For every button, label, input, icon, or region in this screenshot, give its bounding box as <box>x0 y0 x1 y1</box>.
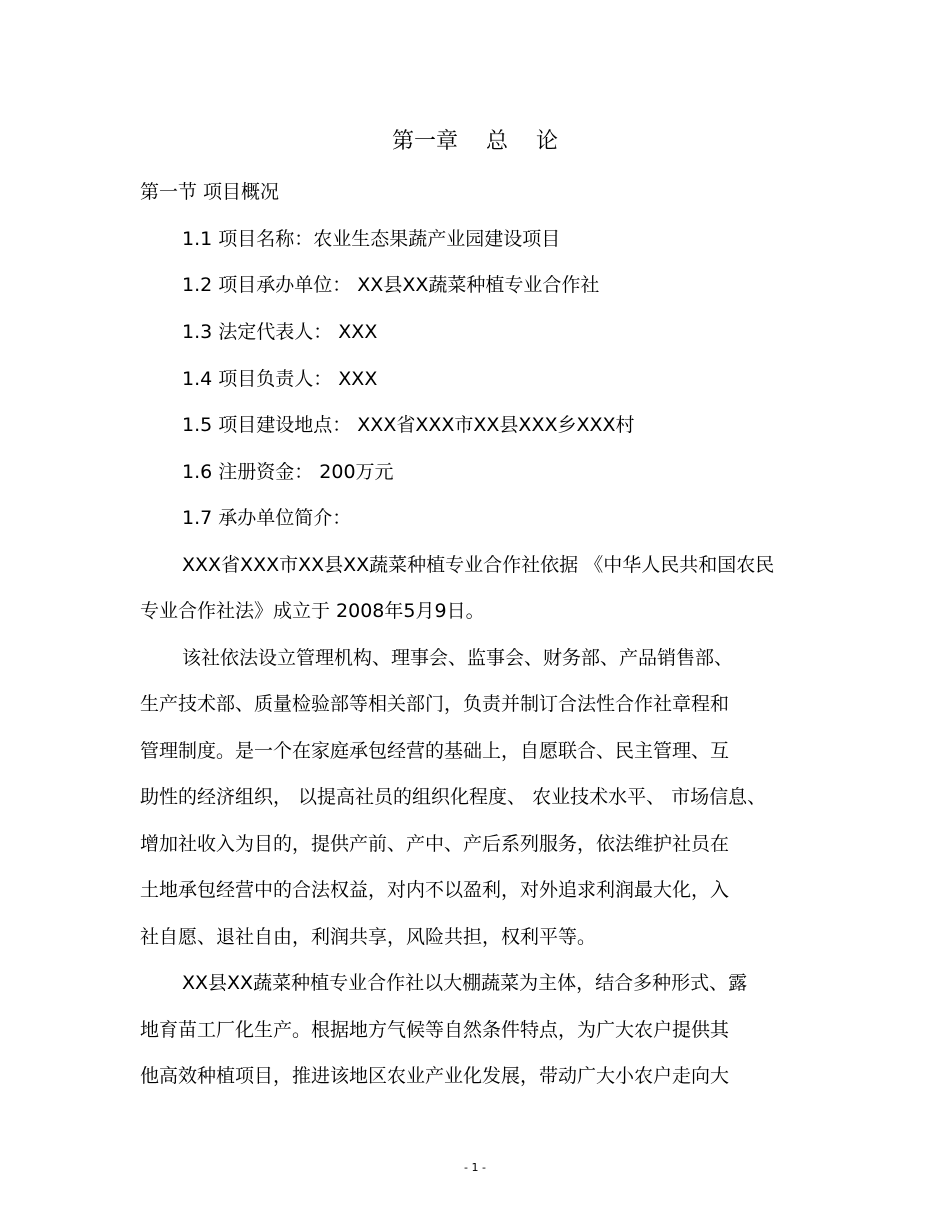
item-registered-capital: 1.6 注册资金： 200万元 <box>182 461 394 483</box>
paragraph2-line: 该社依法设立管理机构、理事会、监事会、财务部、产品销售部、 <box>182 647 734 669</box>
paragraph1-line: 专业合作社法》成立于 2008年5月9日。 <box>140 600 485 622</box>
paragraph2-line: 增加社收入为目的，提供产前、产中、产后系列服务，依法维护社员在 <box>140 833 730 855</box>
paragraph2-line: 生产技术部、质量检验部等相关部门，负责并制订合法性合作社章程和 <box>140 693 730 715</box>
item-legal-representative: 1.3 法定代表人： XXX <box>182 321 378 343</box>
paragraph3-line: XX县XX蔬菜种植专业合作社以大棚蔬菜为主体，结合多种形式、露 <box>182 972 748 994</box>
item-undertaking-unit: 1.2 项目承办单位： XX县XX蔬菜种植专业合作社 <box>182 274 600 296</box>
paragraph2-line: 土地承包经营中的合法权益，对内不以盈利，对外追求利润最大化，入 <box>140 879 730 901</box>
chapter-title: 第一章 总 论 <box>392 129 558 154</box>
item-project-leader: 1.4 项目负责人： XXX <box>182 368 378 390</box>
item-project-name: 1.1 项目名称：农业生态果蔬产业园建设项目 <box>182 228 561 250</box>
paragraph3-line: 地育苗工厂化生产。根据地方气候等自然条件特点，为广大农户提供其 <box>140 1019 730 1041</box>
paragraph2-line: 助性的经济组织， 以提高社员的组织化程度、 农业技术水平、 市场信息、 <box>140 786 767 808</box>
paragraph3-line: 他高效种植项目，推进该地区农业产业化发展，带动广大小农户走向大 <box>140 1065 730 1087</box>
paragraph2-line: 社自愿、退社自由，利润共享，风险共担，权利平等。 <box>140 926 597 948</box>
paragraph2-line: 管理制度。是一个在家庭承包经营的基础上，自愿联合、民主管理、互 <box>140 740 730 762</box>
page-number: - 1 - <box>464 1161 486 1174</box>
item-unit-introduction: 1.7 承办单位简介： <box>182 507 352 529</box>
section-heading: 第一节 项目概况 <box>140 181 280 203</box>
item-construction-site: 1.5 项目建设地点： XXX省XXX市XX县XXX乡XXX村 <box>182 414 635 436</box>
paragraph1-line: XXX省XXX市XX县XX蔬菜种植专业合作社依据 《中华人民共和国农民 <box>182 554 775 576</box>
